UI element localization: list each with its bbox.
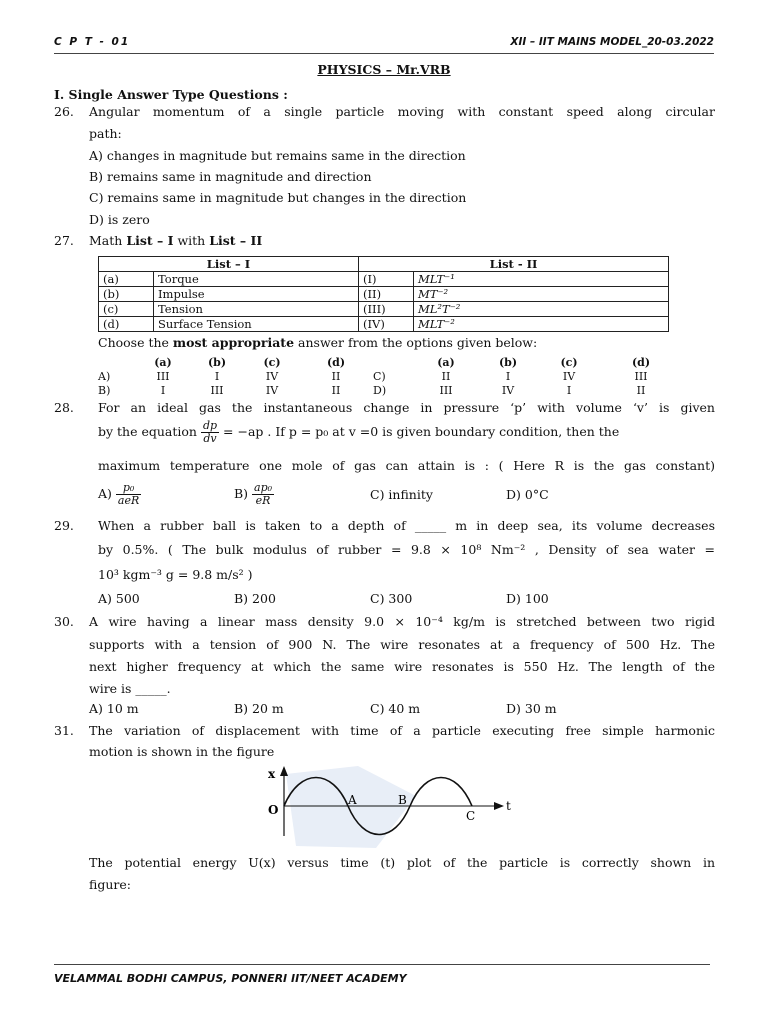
answer-c-val: I bbox=[505, 370, 511, 383]
question-29-number: 29. bbox=[54, 518, 74, 533]
question-31-line-4: figure: bbox=[89, 877, 131, 892]
question-30-line-4: wire is _____. bbox=[89, 681, 171, 696]
answer-a-val: III bbox=[156, 370, 170, 383]
question-28-option-d: D) 0°C bbox=[506, 487, 549, 502]
header-code: C P T - 01 bbox=[54, 36, 131, 48]
grid-head-c-left: (c) bbox=[263, 356, 281, 369]
label-c: C bbox=[466, 809, 476, 823]
question-27-number: 27. bbox=[54, 233, 74, 248]
match-table bbox=[98, 256, 669, 332]
answer-option-c-label: C) bbox=[373, 370, 386, 383]
derivative-fraction: $\frac{dp}{dv}$ bbox=[202, 419, 218, 445]
question-28-option-c: C) infinity bbox=[370, 487, 433, 502]
question-29-option-b: B) 200 bbox=[234, 591, 276, 606]
question-31-number: 31. bbox=[54, 723, 74, 738]
question-26-line-1: Angular momentum of a single particle moving with constant speed along circular bbox=[89, 104, 715, 119]
answer-option-b-label: B) bbox=[98, 384, 111, 397]
question-26-option-c: C) remains same in magnitude but changes in the direction bbox=[89, 190, 467, 205]
question-28-line-1: For an ideal gas the instantaneous change in pressure ‘p’ with volume ‘v’ is given bbox=[98, 400, 715, 415]
answer-a-val: IV bbox=[265, 370, 279, 383]
question-27-instruction: Choose the most appropriate answer from the options given below: bbox=[98, 335, 538, 350]
label-b: B bbox=[398, 793, 407, 807]
question-31-line-2: motion is shown in the figure bbox=[89, 744, 275, 759]
question-28-option-b: B) $\frac{\text{ap₀}}{eR}$ bbox=[234, 481, 273, 507]
grid-head-d-left: (d) bbox=[326, 356, 346, 369]
question-28-line-2: by the equation $\frac{dp}{dv}$ = −ap . If p = p₀ at v =0 is given boundary condition, then the bbox=[98, 419, 620, 445]
label-a: A bbox=[348, 793, 357, 807]
table-row: (c) Tension (III) ML²T⁻² bbox=[99, 302, 669, 317]
answer-d-val: IV bbox=[501, 384, 515, 397]
label-x: x bbox=[268, 767, 276, 781]
question-27-intro: Math List – I with List – II bbox=[89, 233, 263, 248]
section-title: I. Single Answer Type Questions : bbox=[54, 87, 288, 102]
shm-displacement-figure bbox=[238, 762, 518, 852]
answer-option-d-label: D) bbox=[373, 384, 387, 397]
answer-b-val: I bbox=[160, 384, 166, 397]
header-exam-title: XII – IIT MAINS MODEL_20-03.2022 bbox=[510, 36, 714, 48]
figure-watermark bbox=[286, 766, 416, 848]
footer-rule bbox=[54, 964, 710, 965]
answer-a-val: II bbox=[331, 370, 341, 383]
question-26-option-b: B) remains same in magnitude and direction bbox=[89, 169, 372, 184]
question-30-option-a: A) 10 m bbox=[89, 701, 139, 716]
label-o: O bbox=[268, 803, 279, 817]
answer-d-val: I bbox=[566, 384, 572, 397]
question-30-option-d: D) 30 m bbox=[506, 701, 557, 716]
table-row: (b) Impulse (II) MT⁻² bbox=[99, 287, 669, 302]
answer-b-val: IV bbox=[265, 384, 279, 397]
question-29-option-c: C) 300 bbox=[370, 591, 413, 606]
answer-c-val: II bbox=[441, 370, 451, 383]
question-30-line-2: supports with a tension of 900 N. The wire resonates at a frequency of 500 Hz. The bbox=[89, 637, 715, 652]
question-26-line-2: path: bbox=[89, 126, 122, 141]
grid-head-b-right: (b) bbox=[498, 356, 518, 369]
grid-head-c-right: (c) bbox=[560, 356, 578, 369]
subject-title: PHYSICS – Mr.VRB bbox=[317, 62, 451, 77]
grid-head-b-left: (b) bbox=[207, 356, 227, 369]
question-26-option-a: A) changes in magnitude but remains same in the direction bbox=[89, 148, 466, 163]
header-rule bbox=[54, 53, 714, 54]
table-row: (d) Surface Tension (IV) MLT⁻² bbox=[99, 317, 669, 332]
x-axis-arrow bbox=[280, 766, 288, 776]
question-31-line-1: The variation of displacement with time of a particle executing free simple harmonic bbox=[89, 723, 715, 738]
answer-d-val: III bbox=[439, 384, 453, 397]
question-30-number: 30. bbox=[54, 614, 74, 629]
page-header bbox=[54, 36, 714, 52]
t-axis-arrow bbox=[494, 802, 504, 810]
footer-campus: VELAMMAL BODHI CAMPUS, PONNERI IIT/NEET ACADEMY bbox=[54, 972, 407, 985]
question-30-option-b: B) 20 m bbox=[234, 701, 284, 716]
question-31-line-3: The potential energy U(x) versus time (t) plot of the particle is correctly shown in bbox=[89, 855, 715, 870]
list-1-header: List – I bbox=[99, 257, 359, 272]
question-29-line-2: by 0.5%. ( The bulk modulus of rubber = 9.8 × 10⁸ Nm⁻² , Density of sea water = bbox=[98, 542, 715, 557]
question-29-option-d: D) 100 bbox=[506, 591, 549, 606]
question-26-option-d: D) is zero bbox=[89, 212, 150, 227]
table-row: (a) Torque (I) MLT⁻¹ bbox=[99, 272, 669, 287]
label-t: t bbox=[506, 799, 511, 813]
question-28-line-3: maximum temperature one mole of gas can attain is : ( Here R is the gas constant) bbox=[98, 458, 715, 473]
question-26-number: 26. bbox=[54, 104, 74, 119]
grid-head-a-right: (a) bbox=[437, 356, 455, 369]
question-28-number: 28. bbox=[54, 400, 74, 415]
answer-a-val: I bbox=[214, 370, 220, 383]
answer-c-val: IV bbox=[562, 370, 576, 383]
question-30-option-c: C) 40 m bbox=[370, 701, 421, 716]
answer-c-val: III bbox=[634, 370, 648, 383]
question-30-line-1: A wire having a linear mass density 9.0 × 10⁻⁴ kg/m is stretched between two rigid bbox=[89, 614, 715, 629]
question-30-line-3: next higher frequency at which the same wire resonates is 550 Hz. The length of the bbox=[89, 659, 715, 674]
question-28-option-a: A) $\frac{\text{p₀}}{\text{aeR}}$ bbox=[98, 481, 140, 507]
grid-head-a-left: (a) bbox=[154, 356, 172, 369]
answer-b-val: III bbox=[210, 384, 224, 397]
answer-option-a-label: A) bbox=[98, 370, 111, 383]
question-29-line-3: 10³ kgm⁻³ g = 9.8 m/s² ) bbox=[98, 567, 253, 582]
question-29-line-1: When a rubber ball is taken to a depth of _____ m in deep sea, its volume decreases bbox=[98, 518, 715, 533]
answer-d-val: II bbox=[636, 384, 646, 397]
grid-head-d-right: (d) bbox=[631, 356, 651, 369]
question-29-option-a: A) 500 bbox=[98, 591, 140, 606]
answer-b-val: II bbox=[331, 384, 341, 397]
list-2-header: List - II bbox=[359, 257, 669, 272]
